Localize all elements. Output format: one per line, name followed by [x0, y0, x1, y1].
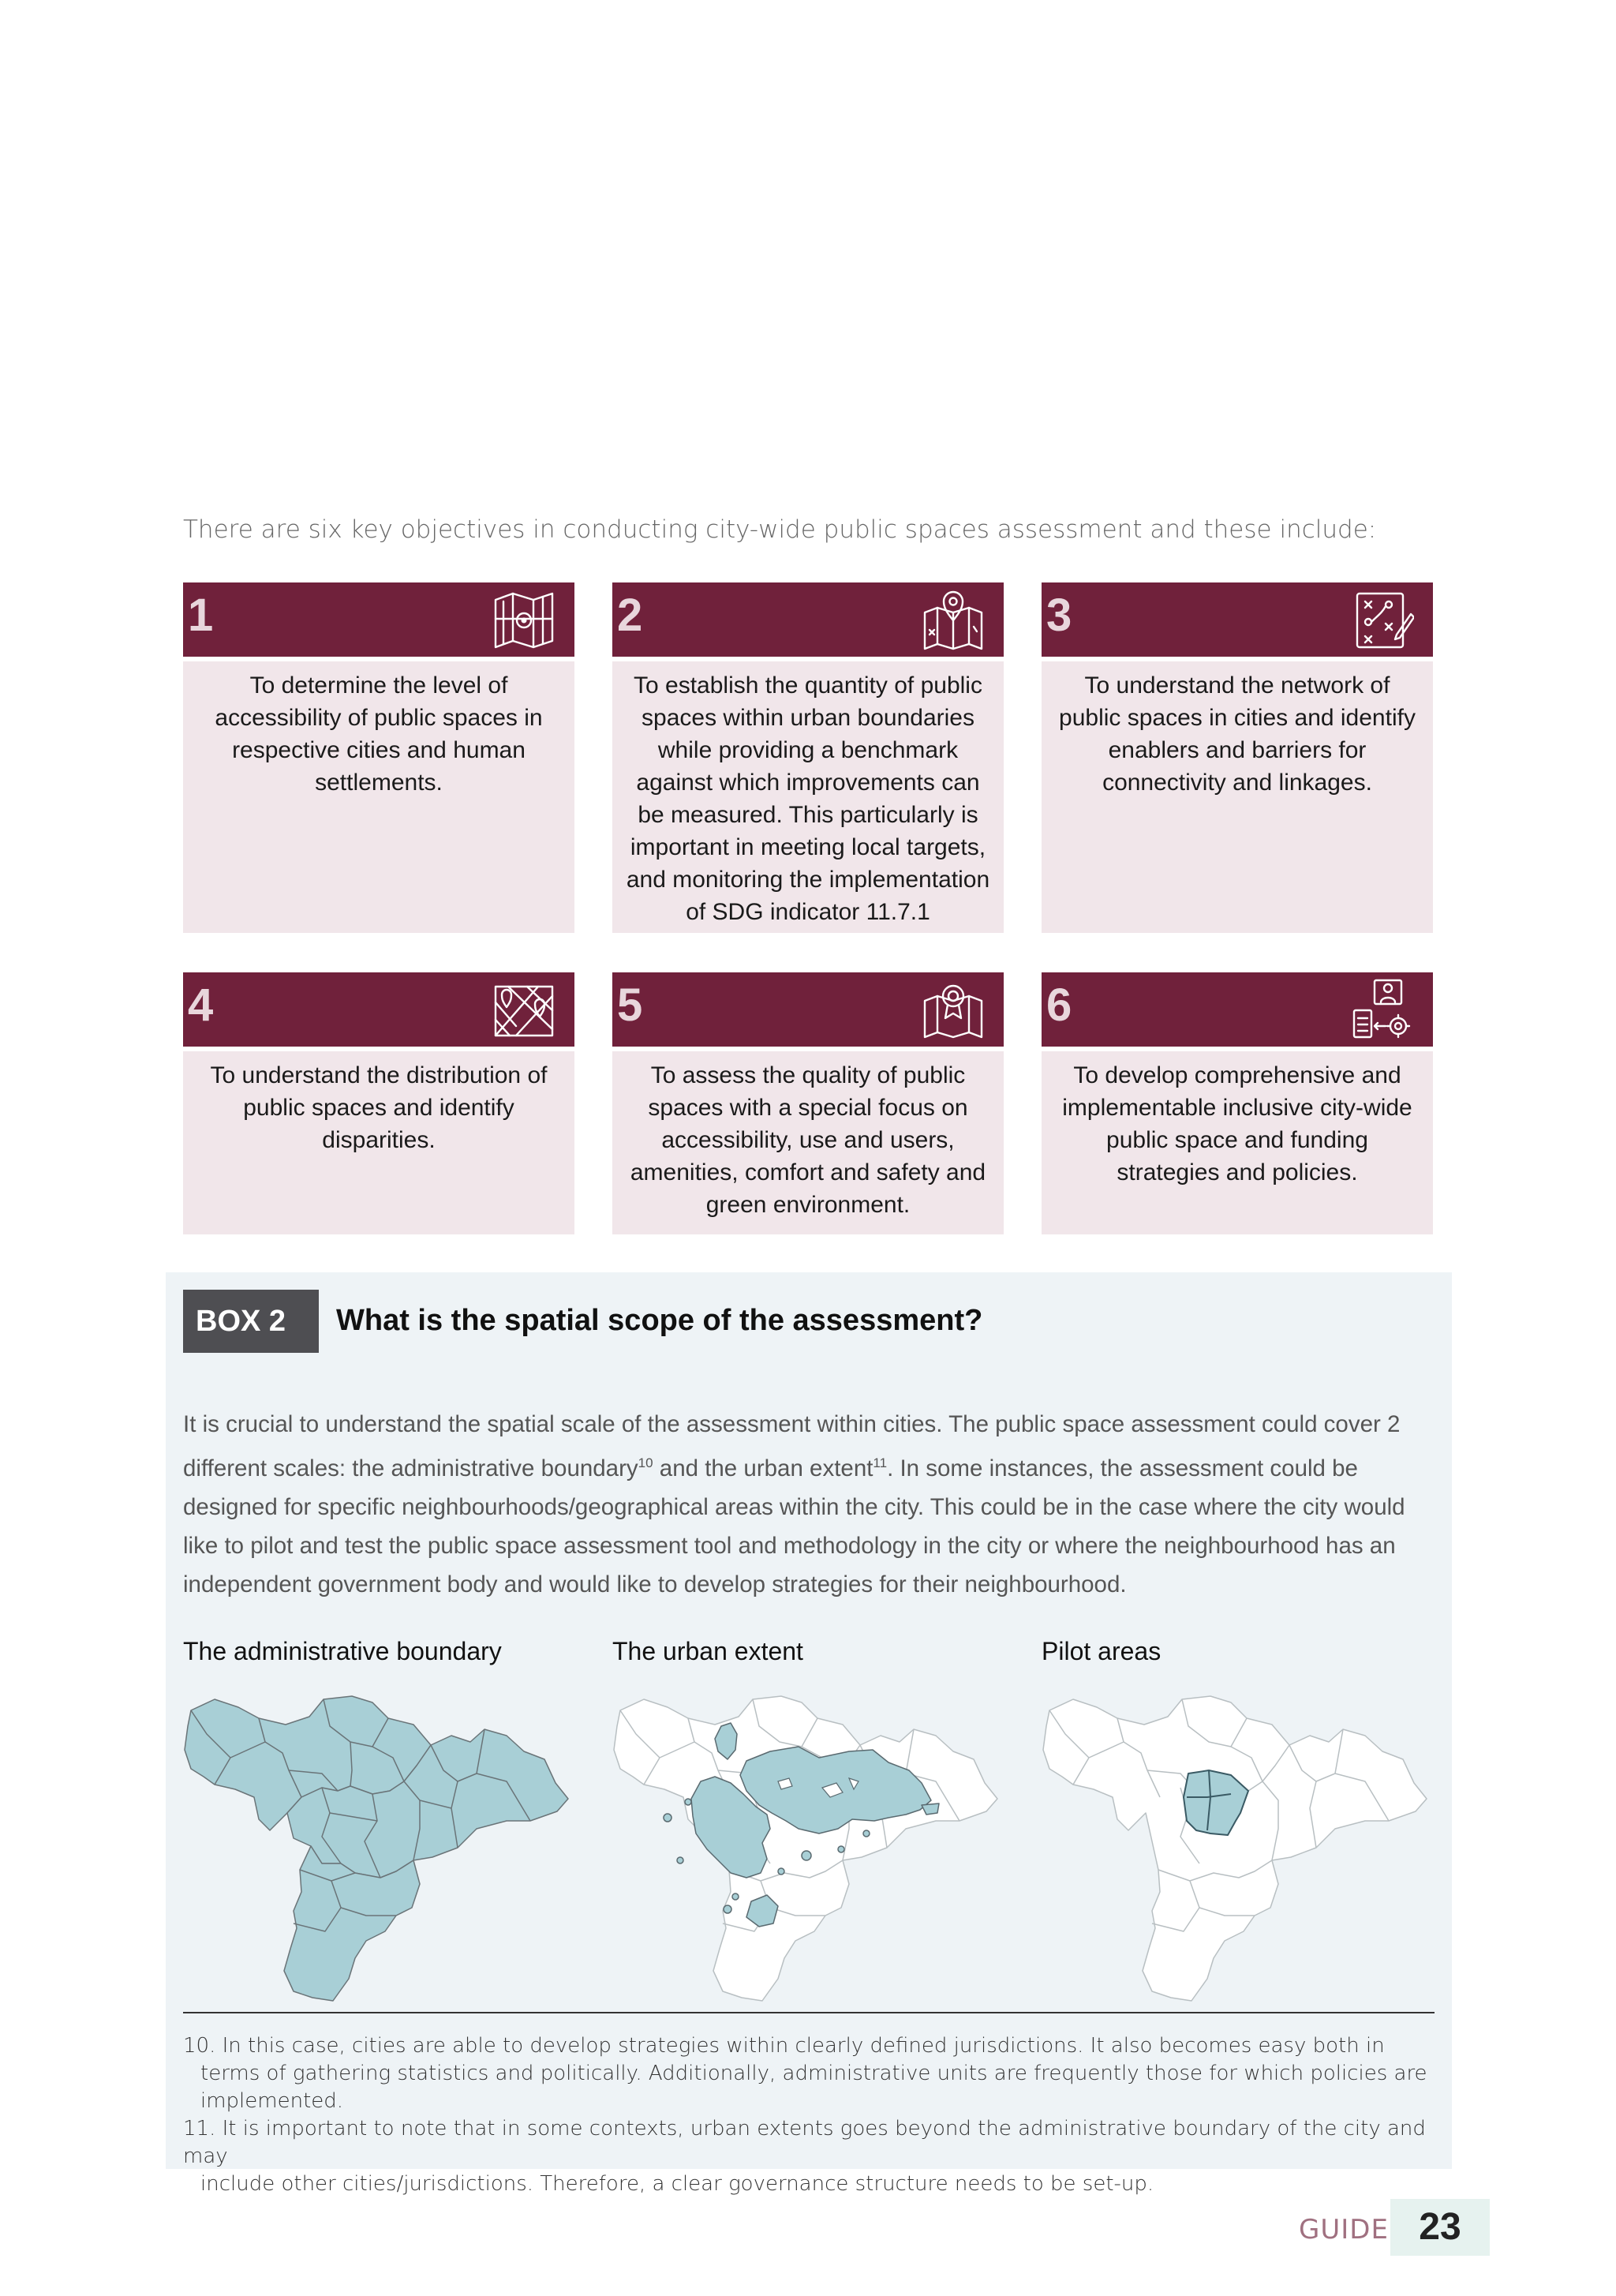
objective-text: To understand the distribution of public spaces and identify disparities. — [183, 1051, 574, 1234]
footnote-ref-11[interactable]: 11 — [873, 1455, 888, 1470]
objective-card-1 — [183, 582, 574, 933]
map-label-urban-extent: The urban extent — [612, 1637, 803, 1665]
objective-number: 4 — [188, 979, 214, 1031]
footer-label: GUIDE — [1299, 2214, 1389, 2245]
objective-header — [612, 582, 1004, 657]
objective-card-6 — [1042, 972, 1433, 1234]
quality-map-icon — [922, 979, 985, 1040]
footnote-11 — [183, 2115, 1435, 2198]
footnote-text: include other cities/jurisdictions. Therefore, a clear governance structure needs to be set-up. — [200, 2172, 1154, 2196]
box-2-panel — [166, 1272, 1452, 2196]
footnote-ref-10[interactable]: 10 — [638, 1455, 653, 1470]
map-label-administrative: The administrative boundary — [183, 1637, 502, 1665]
box-tag: BOX 2 — [183, 1290, 319, 1353]
objective-card-3 — [1042, 582, 1433, 933]
objective-header — [183, 582, 574, 657]
objective-header — [1042, 582, 1433, 657]
footnote-text: terms of gathering statistics and politically. Additionally, administrative units are frequently those for which policies are implemented. — [200, 2062, 1427, 2113]
objective-number: 6 — [1046, 979, 1072, 1031]
map-location-icon — [922, 589, 985, 650]
network-map-icon — [492, 979, 556, 1040]
objective-number: 2 — [617, 590, 643, 641]
footnote-text: 11. It is important to note that in some contexts, urban extents goes beyond the administrative boundary of the city and may — [183, 2117, 1426, 2168]
page-number: 23 — [1390, 2199, 1490, 2256]
objective-card-5 — [612, 972, 1004, 1234]
box-paragraph-part: . In some instances, the assessment could be designed for specific neighbourhoods/geographical areas within the city. This could be in the case where the city would like to pilot and test the public space assessment tool and methodology in the city or where the neighbourhood has an independent government body and would like to develop strategies for their neighbourhood. — [183, 1455, 1405, 1597]
objective-text: To determine the level of accessibility of public spaces in respective cities and human settlements. — [183, 661, 574, 933]
objective-number: 5 — [617, 979, 643, 1031]
objective-header — [612, 972, 1004, 1047]
footnote-text: 10. In this case, cities are able to develop strategies within clearly defined jurisdictions. It also becomes easy both in — [183, 2034, 1385, 2058]
box-paragraph-part: and the urban extent — [653, 1455, 873, 1481]
box-paragraph — [183, 1405, 1438, 1604]
objective-card-2 — [612, 582, 1004, 933]
map-label-pilot-areas: Pilot areas — [1042, 1637, 1162, 1665]
objective-text: To understand the network of public spaces in cities and identify enablers and barriers for connectivity and linkages. — [1042, 661, 1433, 933]
administrative-boundary-map — [183, 1695, 578, 2002]
objective-text: To develop comprehensive and implementable inclusive city-wide public space and funding strategies and policies. — [1042, 1051, 1433, 1234]
objective-text: To establish the quantity of public spaces within urban boundaries while providing a benchmark against which improvements can be measured. This particularly is important in meeting local targets, and monitoring the implementation of SDG indicator 11.7.1 — [612, 661, 1004, 933]
objective-header — [1042, 972, 1433, 1047]
objective-card-4 — [183, 972, 574, 1234]
policy-planning-icon — [1351, 979, 1414, 1040]
objective-header — [183, 972, 574, 1047]
objective-number: 1 — [188, 590, 214, 641]
footnote-divider — [183, 2012, 1435, 2013]
box-title: What is the spatial scope of the assessment? — [336, 1304, 983, 1337]
box-paragraph-part: It is crucial to understand the spatial scale of the assessment within cities. The public space assessment could cover 2 different scales: the administrative boundary — [183, 1411, 1401, 1481]
pilot-areas-map — [1042, 1695, 1436, 2002]
strategy-board-icon — [1351, 589, 1414, 650]
objective-text: To assess the quality of public spaces with a special focus on accessibility, use and users, amenities, comfort and safety and green environment. — [612, 1051, 1004, 1234]
intro-text: There are six key objectives in conducting city-wide public spaces assessment and these include: — [183, 515, 1377, 544]
footnote-10 — [183, 2032, 1435, 2115]
urban-extent-map — [612, 1695, 1007, 2002]
objective-number: 3 — [1046, 590, 1072, 641]
map-pin-icon — [492, 589, 556, 650]
